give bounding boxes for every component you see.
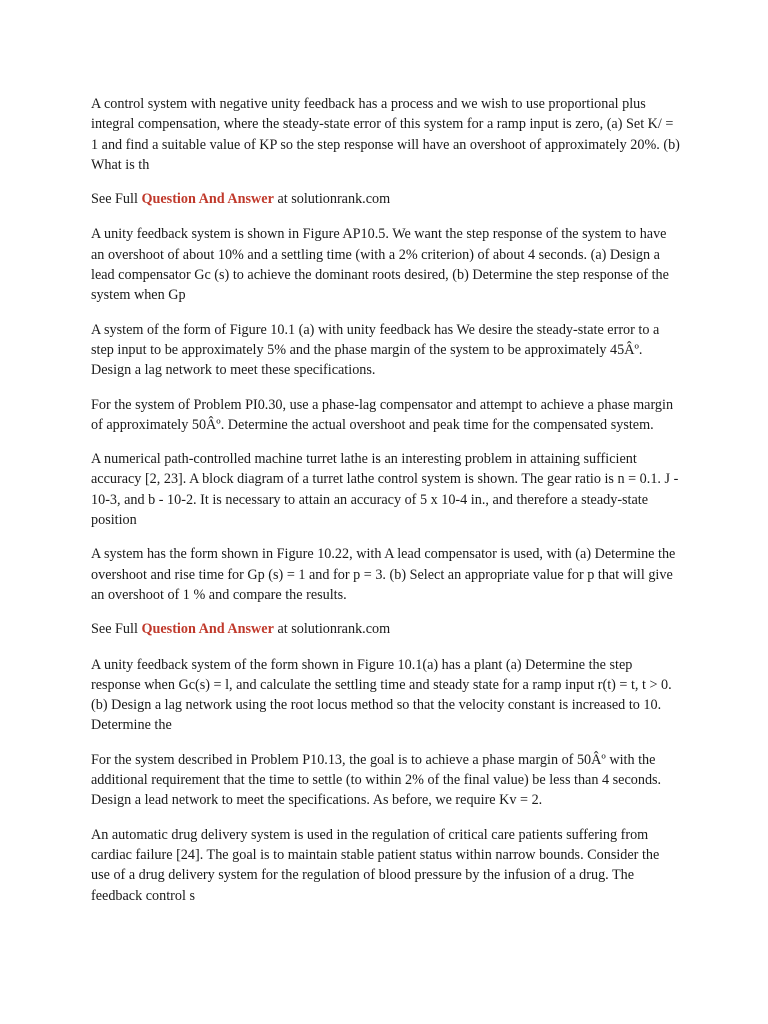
- see-full-prefix: See Full: [91, 621, 142, 638]
- question-paragraph-3: A system of the form of Figure 10.1 (a) with unity feedback has We desire the steady-state error to a step input to be approximately 5% and the phase margin of the system to be approximately 45Âº. Design a lag network to meet these specifications.: [91, 321, 660, 379]
- question-paragraph-9: An automatic drug delivery system is used in the regulation of critical care patients suffering from cardiac failure [24]. The goal is to maintain stable patient status within narrow bounds. Consider the use of a drug delivery system for the regulation of blood pressure by the infusion of a drug. The feedback control s: [91, 826, 660, 904]
- question-paragraph-2: A unity feedback system is shown in Figure AP10.5. We want the step response of the system to have an overshoot of about 10% and a settling time (with a 2% criterion) of about 4 seconds. (a) Design a lead compensator Gc (s) to achieve the dominant roots desired, (b) Determine the step response of the system when Gp: [91, 226, 669, 304]
- see-full-suffix: at solutionrank.com: [273, 621, 391, 638]
- see-full-suffix: at solutionrank.com: [273, 191, 391, 208]
- question-paragraph-6: A system has the form shown in Figure 10.22, with A lead compensator is used, with (a) Determine the overshoot and rise time for Gp (s) = 1 and for p = 3. (b) Select an appropriate value for p that will give an overshoot of 1 % and compare the results.: [91, 546, 676, 603]
- question-and-answer-link-2[interactable]: Question And Answer: [141, 621, 274, 638]
- see-full-line-1: [91, 189, 680, 209]
- question-and-answer-link-1[interactable]: Question And Answer: [141, 191, 274, 208]
- question-paragraph-4: For the system of Problem PI0.30, use a phase-lag compensator and attempt to achieve a phase margin of approximately 50Âº. Determine the actual overshoot and peak time for the compensated system.: [91, 396, 674, 433]
- question-paragraph-8: For the system described in Problem P10.13, the goal is to achieve a phase margin of 50Âº with the additional requirement that the time to settle (to within 2% of the final value) be less than 4 seconds. Design a lead network to meet the specifications. As before, we require Kv = 2.: [91, 751, 662, 809]
- question-paragraph-7: A unity feedback system of the form shown in Figure 10.1(a) has a plant (a) Determine the step response when Gc(s) = l, and calculate the settling time and steady state for a ramp input r(t) = t, t > 0. (b) Design a lag network using the root locus method so that the velocity constant is increased to 10. Determine the: [91, 656, 672, 734]
- question-paragraph-5: A numerical path-controlled machine turret lathe is an interesting problem in attaining sufficient accuracy [2, 23]. A block diagram of a turret lathe control system is shown. The gear ratio is n = 0.1. J - 10-3, and b - 10-2. It is necessary to attain an accuracy of 5 x 10-4 in., and therefore a steady-state position: [91, 451, 679, 529]
- see-full-prefix: See Full: [91, 191, 142, 208]
- see-full-line-2: [91, 619, 680, 639]
- question-paragraph-1: A control system with negative unity feedback has a process and we wish to use proportional plus integral compensation, where the steady-state error of this system for a ramp input is zero, (a) Set K/ = 1 and find a suitable value of KP so the step response will have an overshoot of approximately 20%. (b) What is th: [91, 96, 680, 173]
